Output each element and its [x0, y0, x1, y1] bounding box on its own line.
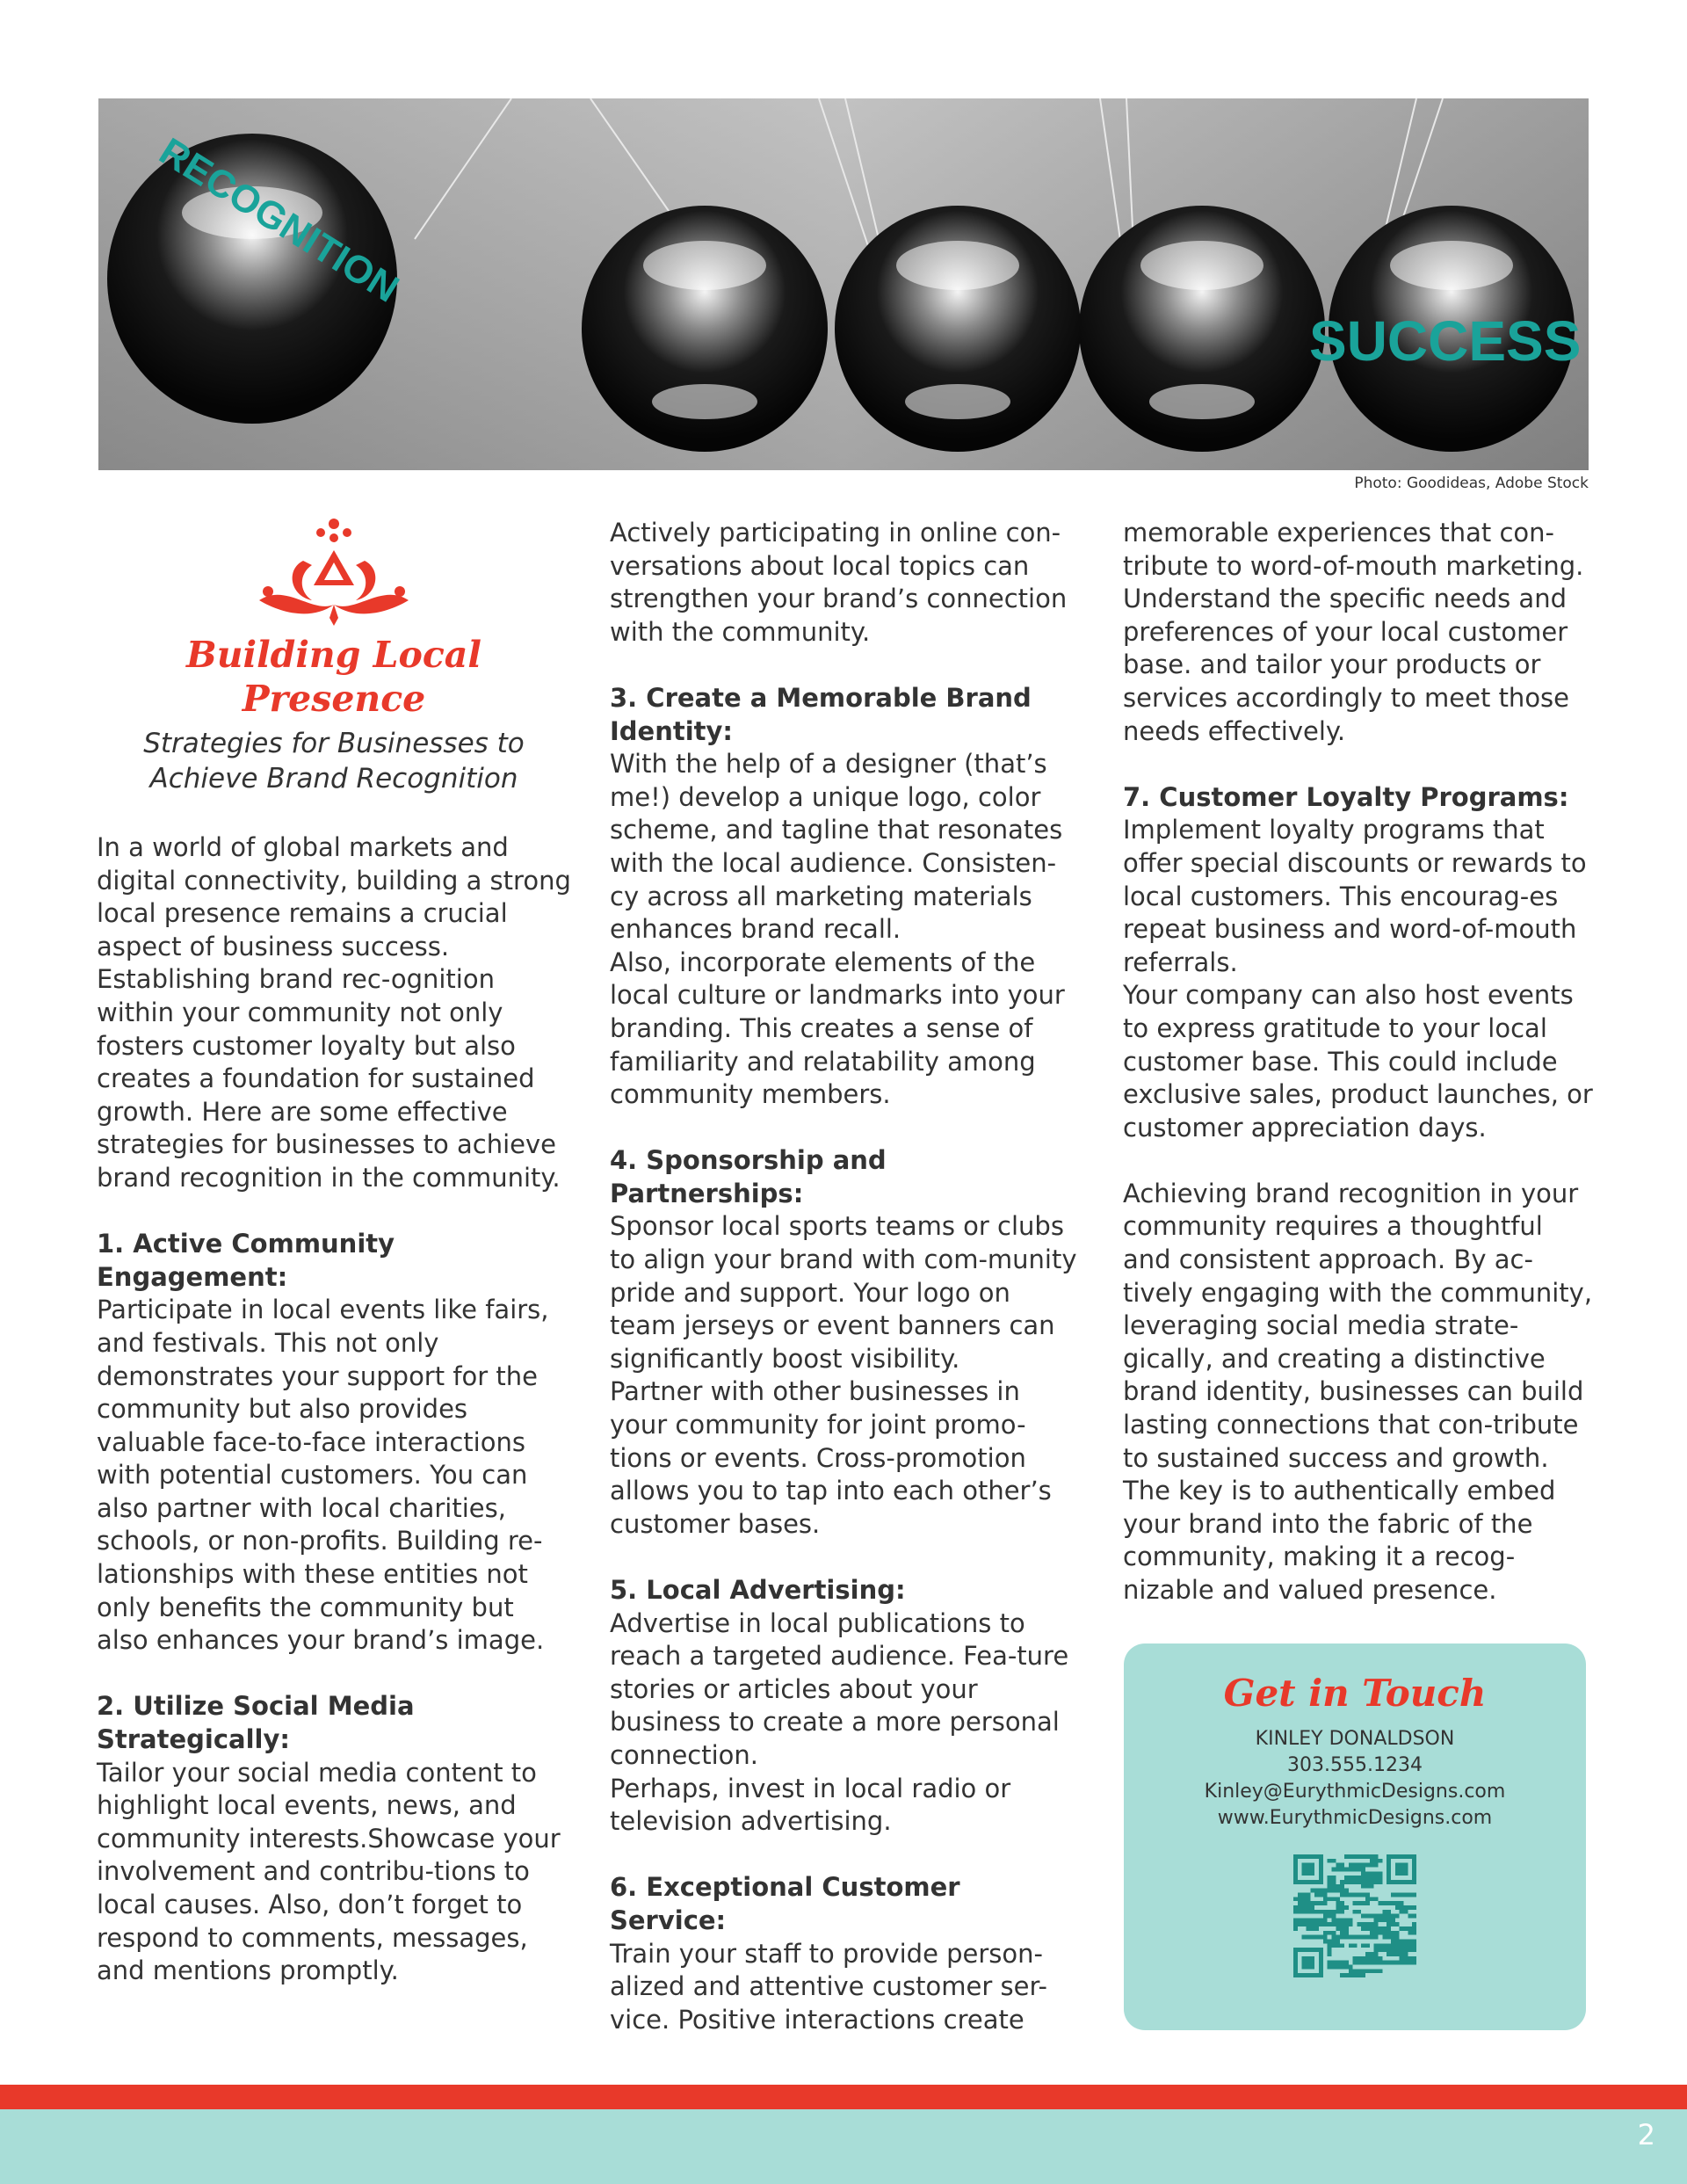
qr-code-icon[interactable]: [1293, 1854, 1416, 1977]
column-3: [1123, 517, 1597, 1607]
section-2-body-cont: Actively participating in online con-versations about local topics can strengthen your brand’s connection with the community.: [610, 518, 1068, 647]
section-3-body: With the help of a designer (that’s me!) develop a unique logo, color scheme, and tagline that resonates with the local audience. Consisten-cy across all marketing materials enhances brand recall.: [610, 749, 1063, 945]
section-6-body: Train your staff to provide person-alized and attentive customer ser-vice. Positive interactions create: [610, 1938, 1047, 2035]
section-7-body: Implement loyalty programs that offer special discounts or rewards to local customers. This encourag-es repeat business and word-of-mouth referrals.: [1123, 815, 1587, 977]
section-5-body-2: Perhaps, invest in local radio or television advertising.: [610, 1773, 1011, 1837]
section-1-body: Participate in local events like fairs, and festivals. This not only demonstrates your support for the community but also provides valuable face-to-face interactions with potential customers. You can also partner with local charities, schools, or non-profits. Building re-lationships with these entities not only benefits the community but also enhances your brand’s image.: [97, 1295, 549, 1656]
article-title: Building Local Presence: [186, 634, 481, 720]
footer-teal-band: [0, 2109, 1687, 2184]
intro-paragraph: In a world of global markets and digital connectivity, building a strong local presence remains a crucial aspect of business success. Establishing brand rec-ognition within your community not only fosters customer loyalty but also creates a foundation for sustained growth. Here are some effective strategies for businesses to achieve brand recognition in the community.: [97, 832, 571, 1193]
section-3-body-2: Also, incorporate elements of the local culture or landmarks into your branding. This creates a sense of familiarity and relatability among community members.: [610, 947, 1065, 1110]
contact-title: Get in Touch: [1223, 1672, 1487, 1715]
hero-photo: [98, 98, 1589, 470]
footer-red-band: [0, 2085, 1687, 2109]
section-7-body-2: Your company can also host events to express gratitude to your local customer base. This could include exclusive sales, product launches, or customer appreciation days.: [1123, 980, 1593, 1143]
section-2-heading: 2. Utilize Social Media Strategically:: [97, 1691, 415, 1755]
section-6-body-cont: memorable experiences that con-tribute to word-of-mouth marketing. Understand the specific needs and preferences of your local customer base. and tailor your products or services accordingly to meet those needs effectively.: [1123, 518, 1584, 746]
section-6-heading: 6. Exceptional Customer Service:: [610, 1872, 960, 1935]
article-subtitle: Strategies for Businesses to Achieve Brand Recognition: [143, 728, 525, 795]
section-4-heading: 4. Sponsorship and Partnerships:: [610, 1145, 887, 1208]
column-2: [610, 517, 1084, 2036]
column-1: [97, 517, 571, 1988]
section-1-heading: 1. Active Community Engagement:: [97, 1229, 395, 1292]
section-5-body: Advertise in local publications to reach a targeted audience. Fea-ture stories or articles about your business to create a more personal connection.: [610, 1607, 1069, 1770]
section-7-heading: 7. Customer Loyalty Programs:: [1123, 781, 1569, 812]
section-4-body-2: Partner with other businesses in your community for joint promo-tions or events. Cross-promotion allows you to tap into each other’s customer bases.: [610, 1376, 1052, 1539]
section-4-body: Sponsor local sports teams or clubs to align your brand with com-munity pride and support. Your logo on team jerseys or event banners can significantly boost visibility.: [610, 1211, 1077, 1374]
section-2-body: Tailor your social media content to highlight local events, news, and community interests.Showcase your involvement and contribu-tions to local causes. Also, don’t forget to respond to comments, messages, and mentions promptly.: [97, 1757, 561, 1986]
contact-card: [1124, 1643, 1586, 2030]
photo-credit: Photo: Goodideas, Adobe Stock: [1354, 475, 1589, 492]
contact-website[interactable]: www.EurythmicDesigns.com: [1217, 1807, 1493, 1829]
success-ball-text: SUCCESS: [1309, 309, 1582, 373]
section-3-heading: 3. Create a Memorable Brand Identity:: [610, 682, 1032, 746]
lotus-logo-icon: [250, 517, 417, 628]
contact-email[interactable]: Kinley@EurythmicDesigns.com: [1204, 1781, 1506, 1803]
contact-phone[interactable]: 303.555.1234: [1287, 1754, 1423, 1776]
section-5-heading: 5. Local Advertising:: [610, 1575, 906, 1605]
page-number: 2: [1637, 2118, 1655, 2151]
newtons-cradle-illustration: [98, 98, 1589, 470]
recognition-ball-text: RECOGNITION: [151, 129, 407, 311]
conclusion-paragraph: Achieving brand recognition in your community requires a thoughtful and consistent approach. By ac-tively engaging with the community, leveraging social media strate-gically, and creating a distinctive brand identity, businesses can build lasting connections that con-tribute to sustained success and growth. The key is to authentically embed your brand into the fabric of the community, making it a recog-nizable and valued presence.: [1123, 1178, 1593, 1605]
contact-name: KINLEY DONALDSON: [1255, 1728, 1455, 1750]
